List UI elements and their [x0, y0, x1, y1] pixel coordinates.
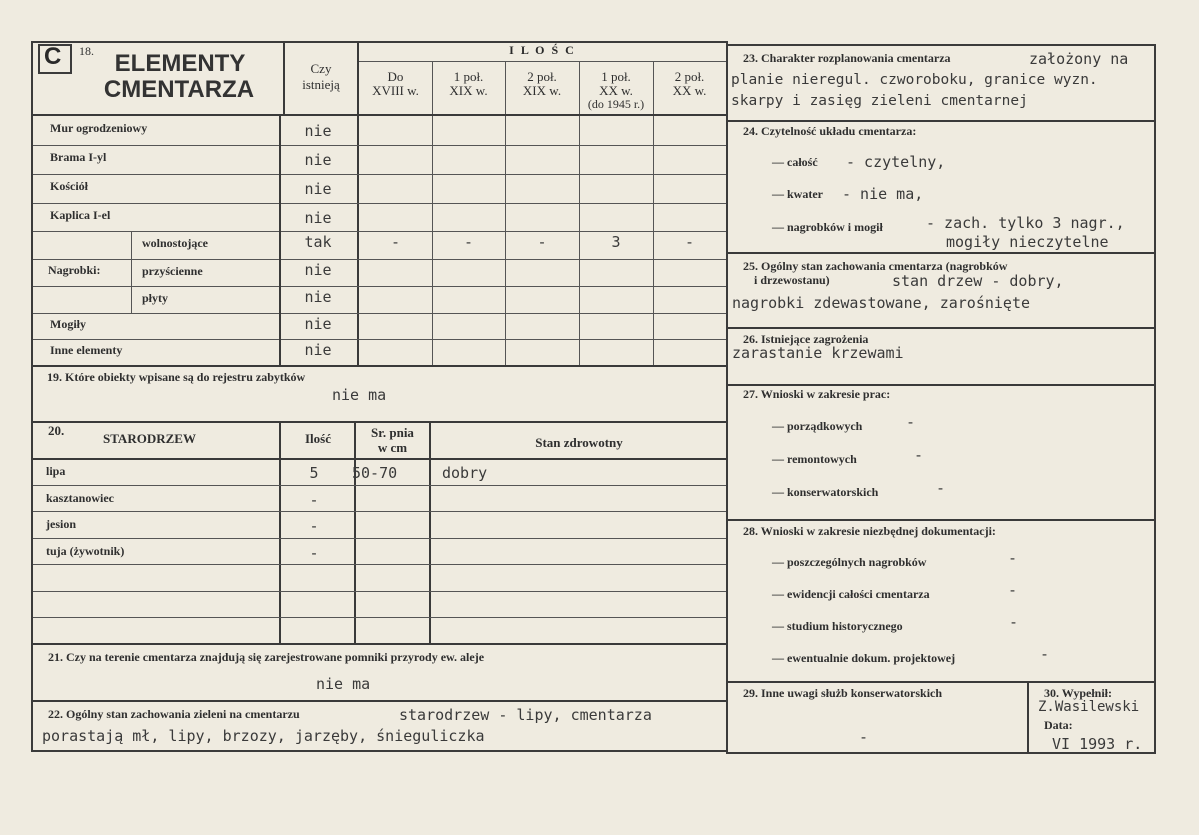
s28-label: 28. Wnioski w zakresie niezbędnej dokumentacji: [743, 524, 996, 538]
s30-date: VI 1993 r. [1052, 735, 1143, 753]
s25-value2: nagrobki zdewastowane, zarośnięte [732, 294, 1031, 312]
qty-col-head-l1: 1 poł. [601, 69, 631, 84]
tree-count: - [309, 517, 319, 535]
qty-col-head-l1: Do [387, 69, 404, 84]
s25-label2: i drzewostanu) [754, 273, 830, 287]
nagrobki-qty-value: - [463, 233, 474, 251]
s24-calosc-label: — całość [772, 155, 818, 169]
title-line1: ELEMENTY [114, 50, 246, 77]
nagrobki-qty-value: 3 [611, 233, 621, 251]
s20-col-ilosc: Ilość [305, 431, 331, 446]
element-row-label: Inne elementy [50, 343, 123, 357]
czy-label: Czy [310, 61, 332, 76]
row-rule [33, 174, 726, 175]
row-rule [33, 231, 726, 232]
s30-date-label: Data: [1044, 718, 1073, 732]
tree-name: kasztanowiec [46, 491, 114, 505]
s19-label: 19. Które obiekty wpisane są do rejestru zabytków [47, 370, 306, 384]
s24-nagrob-value1: - zach. tylko 3 nagr., [926, 214, 1125, 232]
tree-row-rule [33, 591, 726, 592]
s27-item-label: — porządkowych [772, 419, 863, 433]
s25-value1: stan drzew - dobry, [892, 272, 1064, 290]
s24-calosc-value: - czytelny, [846, 153, 946, 171]
nagrobki-row-value: nie [304, 288, 332, 306]
row-rule [33, 286, 726, 287]
s20-col-sr1: Sr. pnia [371, 425, 414, 440]
nagrobki-divider [131, 231, 132, 313]
tree-count: 5 [309, 464, 319, 482]
tree-count: - [309, 544, 319, 562]
s28-item-label: — poszczególnych nagrobków [772, 555, 927, 569]
element-row-value: nie [304, 151, 332, 169]
s29-label: 29. Inne uwagi służb konserwatorskich [743, 686, 943, 700]
qty-col-head-l1: 2 poł. [527, 69, 557, 84]
nagrobki-qty-value: - [390, 233, 401, 251]
qty-col-head-l2: XX w. [672, 83, 707, 98]
tree-count: - [309, 491, 319, 509]
tree-row-rule [33, 511, 726, 512]
s24-label: 24. Czytelność układu cmentarza: [743, 124, 917, 138]
s28-item-value: - [1009, 613, 1019, 631]
s27-item-value: - [936, 479, 946, 497]
qty-col-head-l2: XIX w. [449, 83, 488, 98]
s26-value: zarastanie krzewami [732, 344, 904, 362]
nagrobki-row-value: tak [304, 233, 332, 251]
s28-item-label: — ewidencji całości cmentarza [772, 587, 930, 601]
qty-col-divider [653, 61, 654, 365]
label-col-divider [279, 116, 281, 366]
s20-num: 20. [48, 423, 65, 438]
s30-name: Z.Wasilewski [1038, 699, 1140, 715]
tree-name: tuja (żywotnik) [46, 544, 125, 558]
row-rule [33, 259, 726, 260]
s21-value: nie ma [316, 675, 371, 693]
element-row-value: nie [304, 209, 332, 227]
s27-item-value: - [906, 413, 916, 431]
s21-label: 21. Czy na terenie cmentarza znajdują się zarejestrowane pomniki przyrody ew. aleje [48, 650, 485, 664]
s19-value: nie ma [332, 386, 387, 404]
qty-col-head-l2: XVIII w. [372, 83, 419, 98]
s23-label: 23. Charakter rozplanowania cmentarza [743, 51, 951, 65]
nagrobki-label: Nagrobki: [48, 263, 101, 277]
s23-value3: skarpy i zasięg zieleni cmentarnej [731, 93, 1028, 109]
s24-kwater-value: - nie ma, [842, 185, 924, 203]
row-rule [33, 203, 726, 204]
tree-row-rule [33, 538, 726, 539]
s22-value2: porastają mł, lipy, brzozy, jarzęby, śnieguliczka [42, 727, 485, 745]
element-row-value: nie [304, 341, 332, 359]
qty-col-divider [579, 61, 580, 365]
s28-item-value: - [1008, 549, 1018, 567]
ilosc-label: I L O Ś C [509, 43, 576, 57]
qty-col-head-l2: XIX w. [522, 83, 562, 98]
s24-nagrob-label: — nagrobków i mogił [772, 220, 883, 234]
s23-value1: założony na [1029, 50, 1129, 68]
tree-row-rule [33, 617, 726, 618]
s28-item-label: — ewentualnie dokum. projektowej [772, 651, 956, 665]
row-rule [33, 313, 726, 314]
s22-label: 22. Ogólny stan zachowania zieleni na cmentarzu [48, 707, 300, 721]
s25-label1: 25. Ogólny stan zachowania cmentarza (nagrobków [743, 259, 1008, 273]
s27-item-label: — konserwatorskich [772, 485, 879, 499]
s22-value1: starodrzew - lipy, cmentarza [399, 706, 652, 724]
s26-label: 26. Istniejące zagrożenia [743, 332, 869, 346]
tree-name: jesion [46, 517, 76, 531]
title-line2: CMENTARZA [103, 76, 255, 103]
section-number: 18. [79, 44, 94, 58]
element-row-label: Mogiły [50, 317, 86, 331]
s29-value: - [859, 728, 869, 746]
s24-nagrob-value2: mogiły nieczytelne [946, 233, 1109, 251]
s30-label: 30. Wypełnił: [1044, 686, 1113, 700]
qty-col-head-l1: 1 poł. [453, 69, 484, 84]
tree-name: lipa [46, 464, 66, 478]
qty-col-divider [432, 61, 433, 365]
nagrobki-row-label: płyty [142, 291, 169, 305]
nagrobki-qty-value: - [537, 233, 547, 251]
s28-item-value: - [1008, 581, 1018, 599]
s20-title: STARODRZEW [103, 431, 196, 446]
tree-health: dobry [442, 464, 488, 482]
element-row-label: Kaplica I-el [50, 208, 111, 222]
tree-diameter: 50-70 [352, 464, 398, 482]
nagrobki-row-label: wolnostojące [142, 236, 208, 250]
s28-item-value: - [1040, 645, 1050, 663]
nagrobki-row-value: nie [304, 261, 332, 279]
header-bottom-rule [33, 114, 726, 116]
row-rule [33, 339, 726, 340]
qty-col-head-l2: XX w. [599, 83, 633, 98]
s27-label: 27. Wnioski w zakresie prac: [743, 387, 891, 401]
qty-col-head-l1: 2 poł. [674, 69, 705, 84]
nagrobki-row-label: przyścienne [142, 264, 203, 278]
s20-col-sr2: w cm [377, 440, 408, 455]
s20-col-stan: Stan zdrowotny [535, 435, 623, 450]
nagrobki-qty-value: - [684, 233, 695, 251]
istnieja-label: istnieją [302, 77, 340, 92]
element-row-value: nie [304, 315, 332, 333]
element-row-label: Brama I-yl [50, 150, 107, 164]
element-row-value: nie [304, 180, 332, 198]
s23-value2: planie nieregul. czworoboku, granice wyzn. [731, 72, 1098, 88]
section-letter: C [44, 43, 62, 70]
s27-item-value: - [914, 446, 924, 464]
tree-row-rule [33, 564, 726, 565]
s28-item-label: — studium historycznego [772, 619, 903, 633]
s27-item-label: — remontowych [772, 452, 857, 466]
element-row-label: Kościół [50, 179, 88, 193]
qty-col-head-l3: (do 1945 r.) [587, 97, 645, 111]
element-row-value: nie [304, 122, 332, 140]
qty-col-divider [505, 61, 506, 365]
row-rule [33, 145, 726, 146]
element-row-label: Mur ogrodzeniowy [50, 121, 148, 135]
s24-kwater-label: — kwater [772, 187, 823, 201]
tree-row-rule [33, 485, 726, 486]
